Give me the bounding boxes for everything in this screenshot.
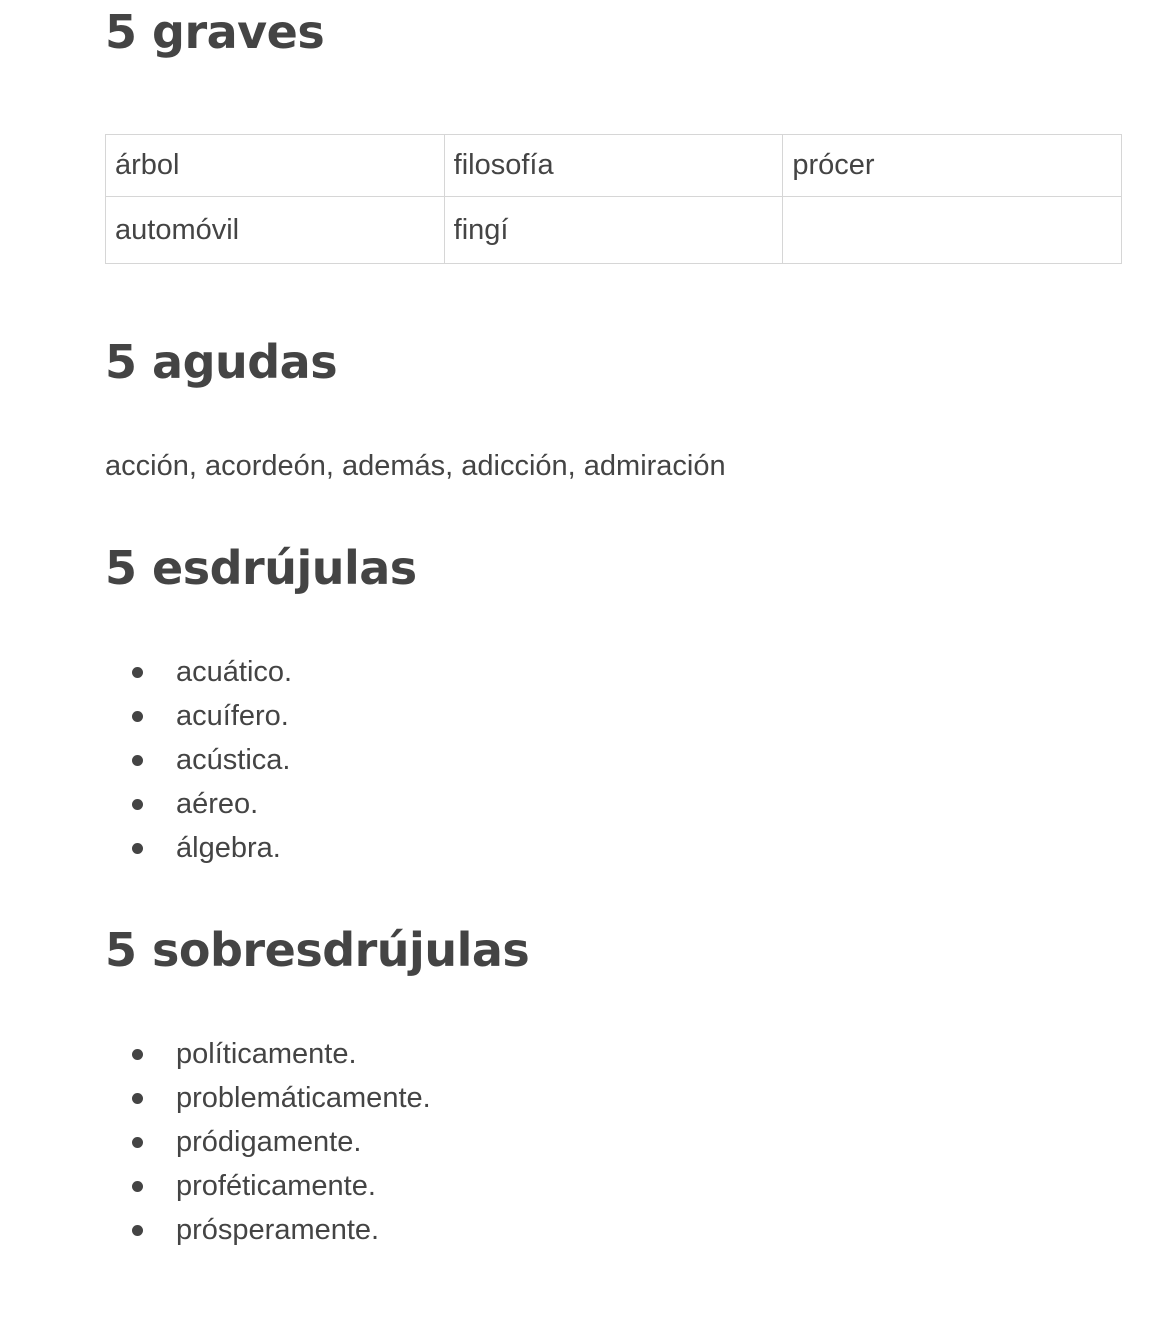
bullet-icon: [132, 667, 143, 678]
list-item: [105, 1032, 431, 1076]
esdrujulas-list: [105, 650, 292, 870]
list-item: [105, 782, 292, 826]
table-cell: filosofía: [444, 135, 783, 197]
table-cell: automóvil: [106, 197, 445, 264]
table-cell: fingí: [444, 197, 783, 264]
table-row: [106, 197, 1122, 264]
list-item-text: problemáticamente.: [176, 1082, 431, 1114]
list-item-text: proféticamente.: [176, 1170, 376, 1202]
list-item: [105, 1208, 431, 1252]
heading-graves: 5 graves: [105, 5, 325, 59]
list-item-text: políticamente.: [176, 1038, 357, 1070]
bullet-icon: [132, 1181, 143, 1192]
list-item-text: pródigamente.: [176, 1126, 362, 1158]
table-cell: [783, 197, 1122, 264]
bullet-icon: [132, 843, 143, 854]
table-row: [106, 135, 1122, 197]
heading-agudas: 5 agudas: [105, 335, 338, 389]
list-item: [105, 826, 292, 870]
sobresdrujulas-list: [105, 1032, 431, 1252]
bullet-icon: [132, 1137, 143, 1148]
heading-esdrujulas: 5 esdrújulas: [105, 541, 417, 595]
list-item: [105, 1120, 431, 1164]
list-item: [105, 1164, 431, 1208]
heading-sobresdrujulas: 5 sobresdrújulas: [105, 923, 530, 977]
bullet-icon: [132, 755, 143, 766]
list-item: [105, 650, 292, 694]
table-cell: árbol: [106, 135, 445, 197]
bullet-icon: [132, 711, 143, 722]
list-item: [105, 1076, 431, 1120]
list-item-text: aéreo.: [176, 788, 259, 820]
bullet-icon: [132, 1225, 143, 1236]
list-item: [105, 694, 292, 738]
bullet-icon: [132, 799, 143, 810]
bullet-icon: [132, 1093, 143, 1104]
list-item-text: prósperamente.: [176, 1214, 380, 1246]
agudas-paragraph: acción, acordeón, además, adicción, admiración: [105, 450, 726, 482]
list-item: [105, 738, 292, 782]
table-cell: prócer: [783, 135, 1122, 197]
list-item-text: acuático.: [176, 656, 293, 688]
bullet-icon: [132, 1049, 143, 1060]
graves-table: [105, 134, 1122, 264]
list-item-text: álgebra.: [176, 832, 281, 864]
list-item-text: acústica.: [176, 744, 291, 776]
list-item-text: acuífero.: [176, 700, 289, 732]
